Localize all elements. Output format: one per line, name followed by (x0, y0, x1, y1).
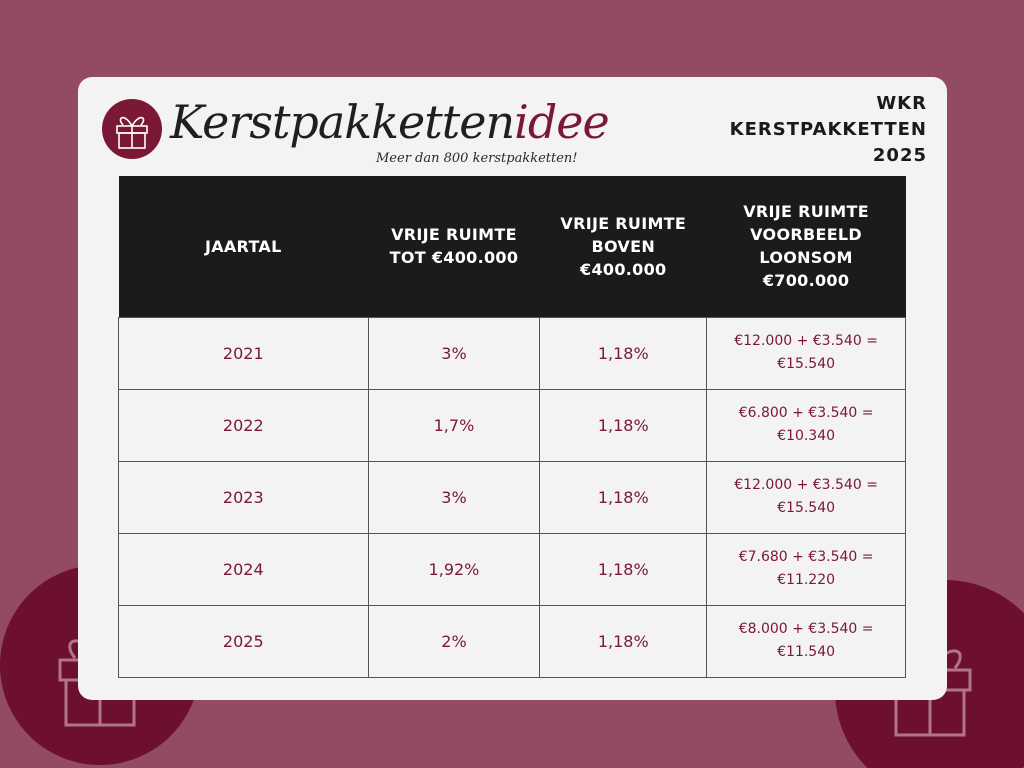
cell-example-line1: €7.680 + €3.540 = (738, 549, 874, 565)
cell-example-line2: €10.340 (777, 428, 836, 444)
gift-icon (110, 107, 154, 151)
cell-above: 1,18% (540, 461, 707, 533)
cell-year: 2022 (119, 389, 369, 461)
wkr-table (118, 176, 906, 678)
title-line-2: KERSTPAKKETTEN (729, 119, 927, 140)
table-row (119, 461, 906, 533)
cell-above: 1,18% (540, 389, 707, 461)
cell-example (707, 389, 906, 461)
table-header (119, 176, 906, 317)
cell-example-line2: €15.540 (777, 500, 836, 516)
brand-logo[interactable] (102, 95, 622, 175)
cell-example-line2: €11.540 (777, 644, 836, 660)
table-body (119, 317, 906, 677)
cell-upto: 3% (368, 461, 540, 533)
page-title (730, 91, 927, 169)
cell-example-line1: €6.800 + €3.540 = (738, 405, 874, 421)
table-row (119, 317, 906, 389)
cell-above: 1,18% (540, 317, 707, 389)
cell-example-line1: €12.000 + €3.540 = (734, 333, 878, 349)
column-header-above: VRIJE RUIMTE BOVEN €400.000 (540, 176, 707, 317)
title-line-3: 2025 (872, 145, 927, 166)
column-header-example: VRIJE RUIMTE VOORBEELD LOONSOM €700.000 (707, 176, 906, 317)
table-row (119, 605, 906, 677)
table-row (119, 389, 906, 461)
cell-year: 2025 (119, 605, 369, 677)
cell-above: 1,18% (540, 605, 707, 677)
cell-upto: 3% (368, 317, 540, 389)
cell-example (707, 317, 906, 389)
cell-year: 2021 (119, 317, 369, 389)
column-header-upto: VRIJE RUIMTE TOT €400.000 (368, 176, 540, 317)
brand-name-main: Kerstpakketten (170, 95, 515, 149)
cell-example-line1: €8.000 + €3.540 = (738, 621, 874, 637)
table-header-row (119, 176, 906, 317)
logo-badge (102, 99, 162, 159)
brand-name-accent: idee (514, 95, 609, 149)
info-card (78, 77, 947, 700)
cell-example (707, 461, 906, 533)
cell-above: 1,18% (540, 533, 707, 605)
cell-example-line2: €15.540 (777, 356, 836, 372)
title-line-1: WKR (876, 93, 927, 114)
brand-name (170, 95, 609, 149)
brand-tagline: Meer dan 800 kerstpakketten! (376, 151, 578, 166)
cell-year: 2024 (119, 533, 369, 605)
cell-upto: 2% (368, 605, 540, 677)
column-header-year: JAARTAL (119, 176, 369, 317)
cell-example (707, 605, 906, 677)
cell-example-line1: €12.000 + €3.540 = (734, 477, 878, 493)
cell-year: 2023 (119, 461, 369, 533)
cell-upto: 1,92% (368, 533, 540, 605)
table-row (119, 533, 906, 605)
cell-upto: 1,7% (368, 389, 540, 461)
cell-example-line2: €11.220 (777, 572, 836, 588)
cell-example (707, 533, 906, 605)
